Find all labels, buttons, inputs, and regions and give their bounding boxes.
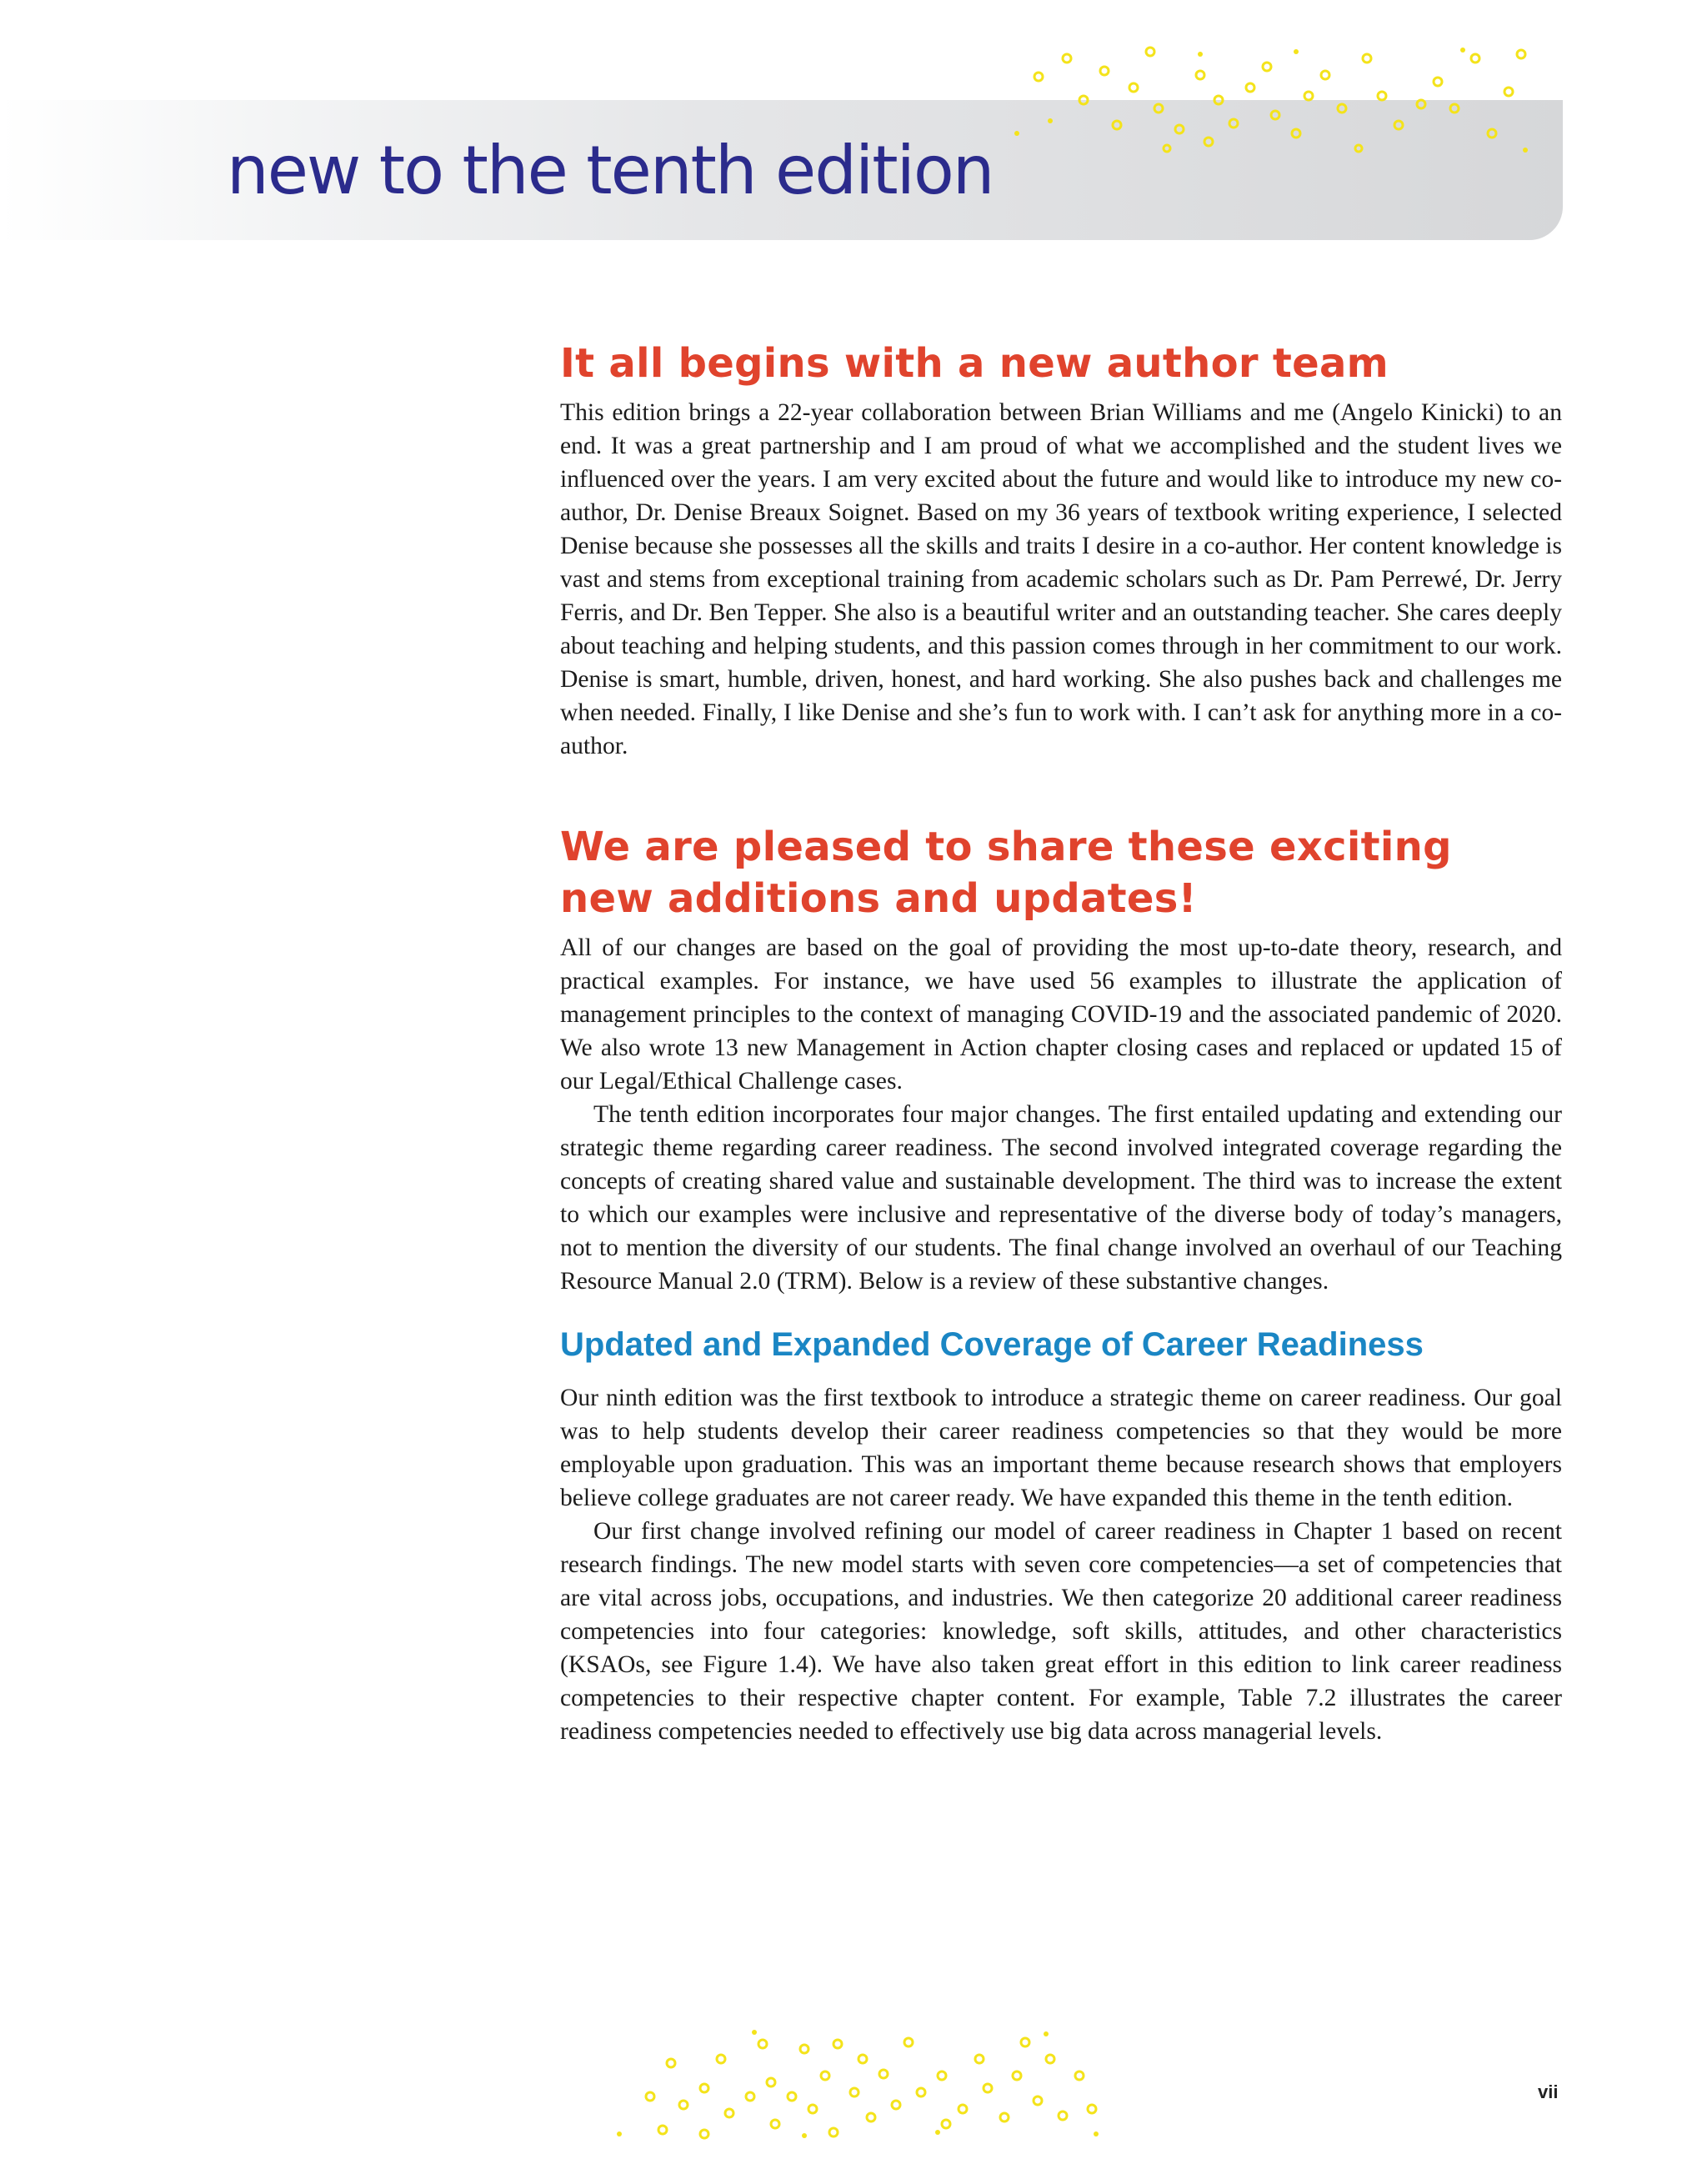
header-dots-decoration [1000,42,1534,158]
career-readiness-paragraph-2: Our first change involved refining our model of career readiness in Chapter 1 based on recent research findings. The new model starts with seven core competencies—a set of competencies that are vital across jobs, occupations, and industries. We then categorize 20 additional career readiness competencies into four categories: knowledge, soft skills, attitudes, and other characteristics (KSAOs, see Figure 1.4). We have also taken great effort in this edition to link career readiness competencies to their respective chapter content. For example, Table 7.2 illustrates the career readiness competencies needed to effectively use big data across managerial levels. [560,1518,1562,1745]
career-readiness-paragraph-1: Our ninth edition was the first textbook to introduce a strategic theme on career readiness. Our goal was to help students develop their career readiness competencies so that they would be more employable upon graduation. This was an important theme because research shows that employers believe college graduates are not career ready. We have expanded this theme in the tenth edition. [560,1385,1562,1511]
author-team-paragraph: This edition brings a 22-year collaboration between Brian Williams and me (Angelo Kinicki) to an end. It was a great partnership and I am proud of what we accomplished and the student lives we influenced over the years. I am very excited about the future and would like to introduce my new co-author, Dr. Denise Breaux Soignet. Based on my 36 years of textbook writing experience, I selected Denise because she possesses all the skills and traits I desire in a co-author. Her content knowledge is vast and stems from exceptional training from academic scholars such as Dr. Pam Perrewé, Dr. Jerry Ferris, and Dr. Ben Tepper. She also is a beautiful writer and an outstanding teacher. She cares deeply about teaching and helping students, and this passion comes through in her commitment to our work. Denise is smart, humble, driven, honest, and hard working. She also pushes back and challenges me when needed. Finally, I like Denise and she’s fun to work with. I can’t ask for anything more in a co-author. [560,399,1562,759]
section-heading-author-team: It all begins with a new author team [560,340,1389,387]
page-number: vii [1538,2081,1559,2102]
main-content [560,338,1562,1748]
footer-dots-decoration [613,2026,1113,2142]
page-title: new to the tenth edition [227,132,994,209]
additions-paragraph-2: The tenth edition incorporates four major changes. The first entailed updating and extending our strategic theme regarding career readiness. The second involved integrated coverage regarding the concepts of creating shared value and sustainable development. The third was to increase the extent to which our examples were inclusive and representative of the diverse body of today’s managers, not to mention the diversity of our students. The final change involved an overhaul of our Teaching Resource Manual 2.0 (TRM). Below is a review of these substantive changes. [560,1101,1562,1295]
section-heading-career-readiness: Updated and Expanded Coverage of Career Readiness [560,1326,1424,1363]
section-heading-new-additions: We are pleased to share these exciting new additions and updates! [560,824,1452,922]
additions-paragraph-1: All of our changes are based on the goal of providing the most up-to-date theory, research, and practical examples. For instance, we have used 56 examples to illustrate the application of management principles to the context of managing COVID-19 and the associated pandemic of 2020. We also wrote 13 new Management in Action chapter closing cases and replaced or updated 15 of our Legal/Ethical Challenge cases. [560,934,1562,1095]
